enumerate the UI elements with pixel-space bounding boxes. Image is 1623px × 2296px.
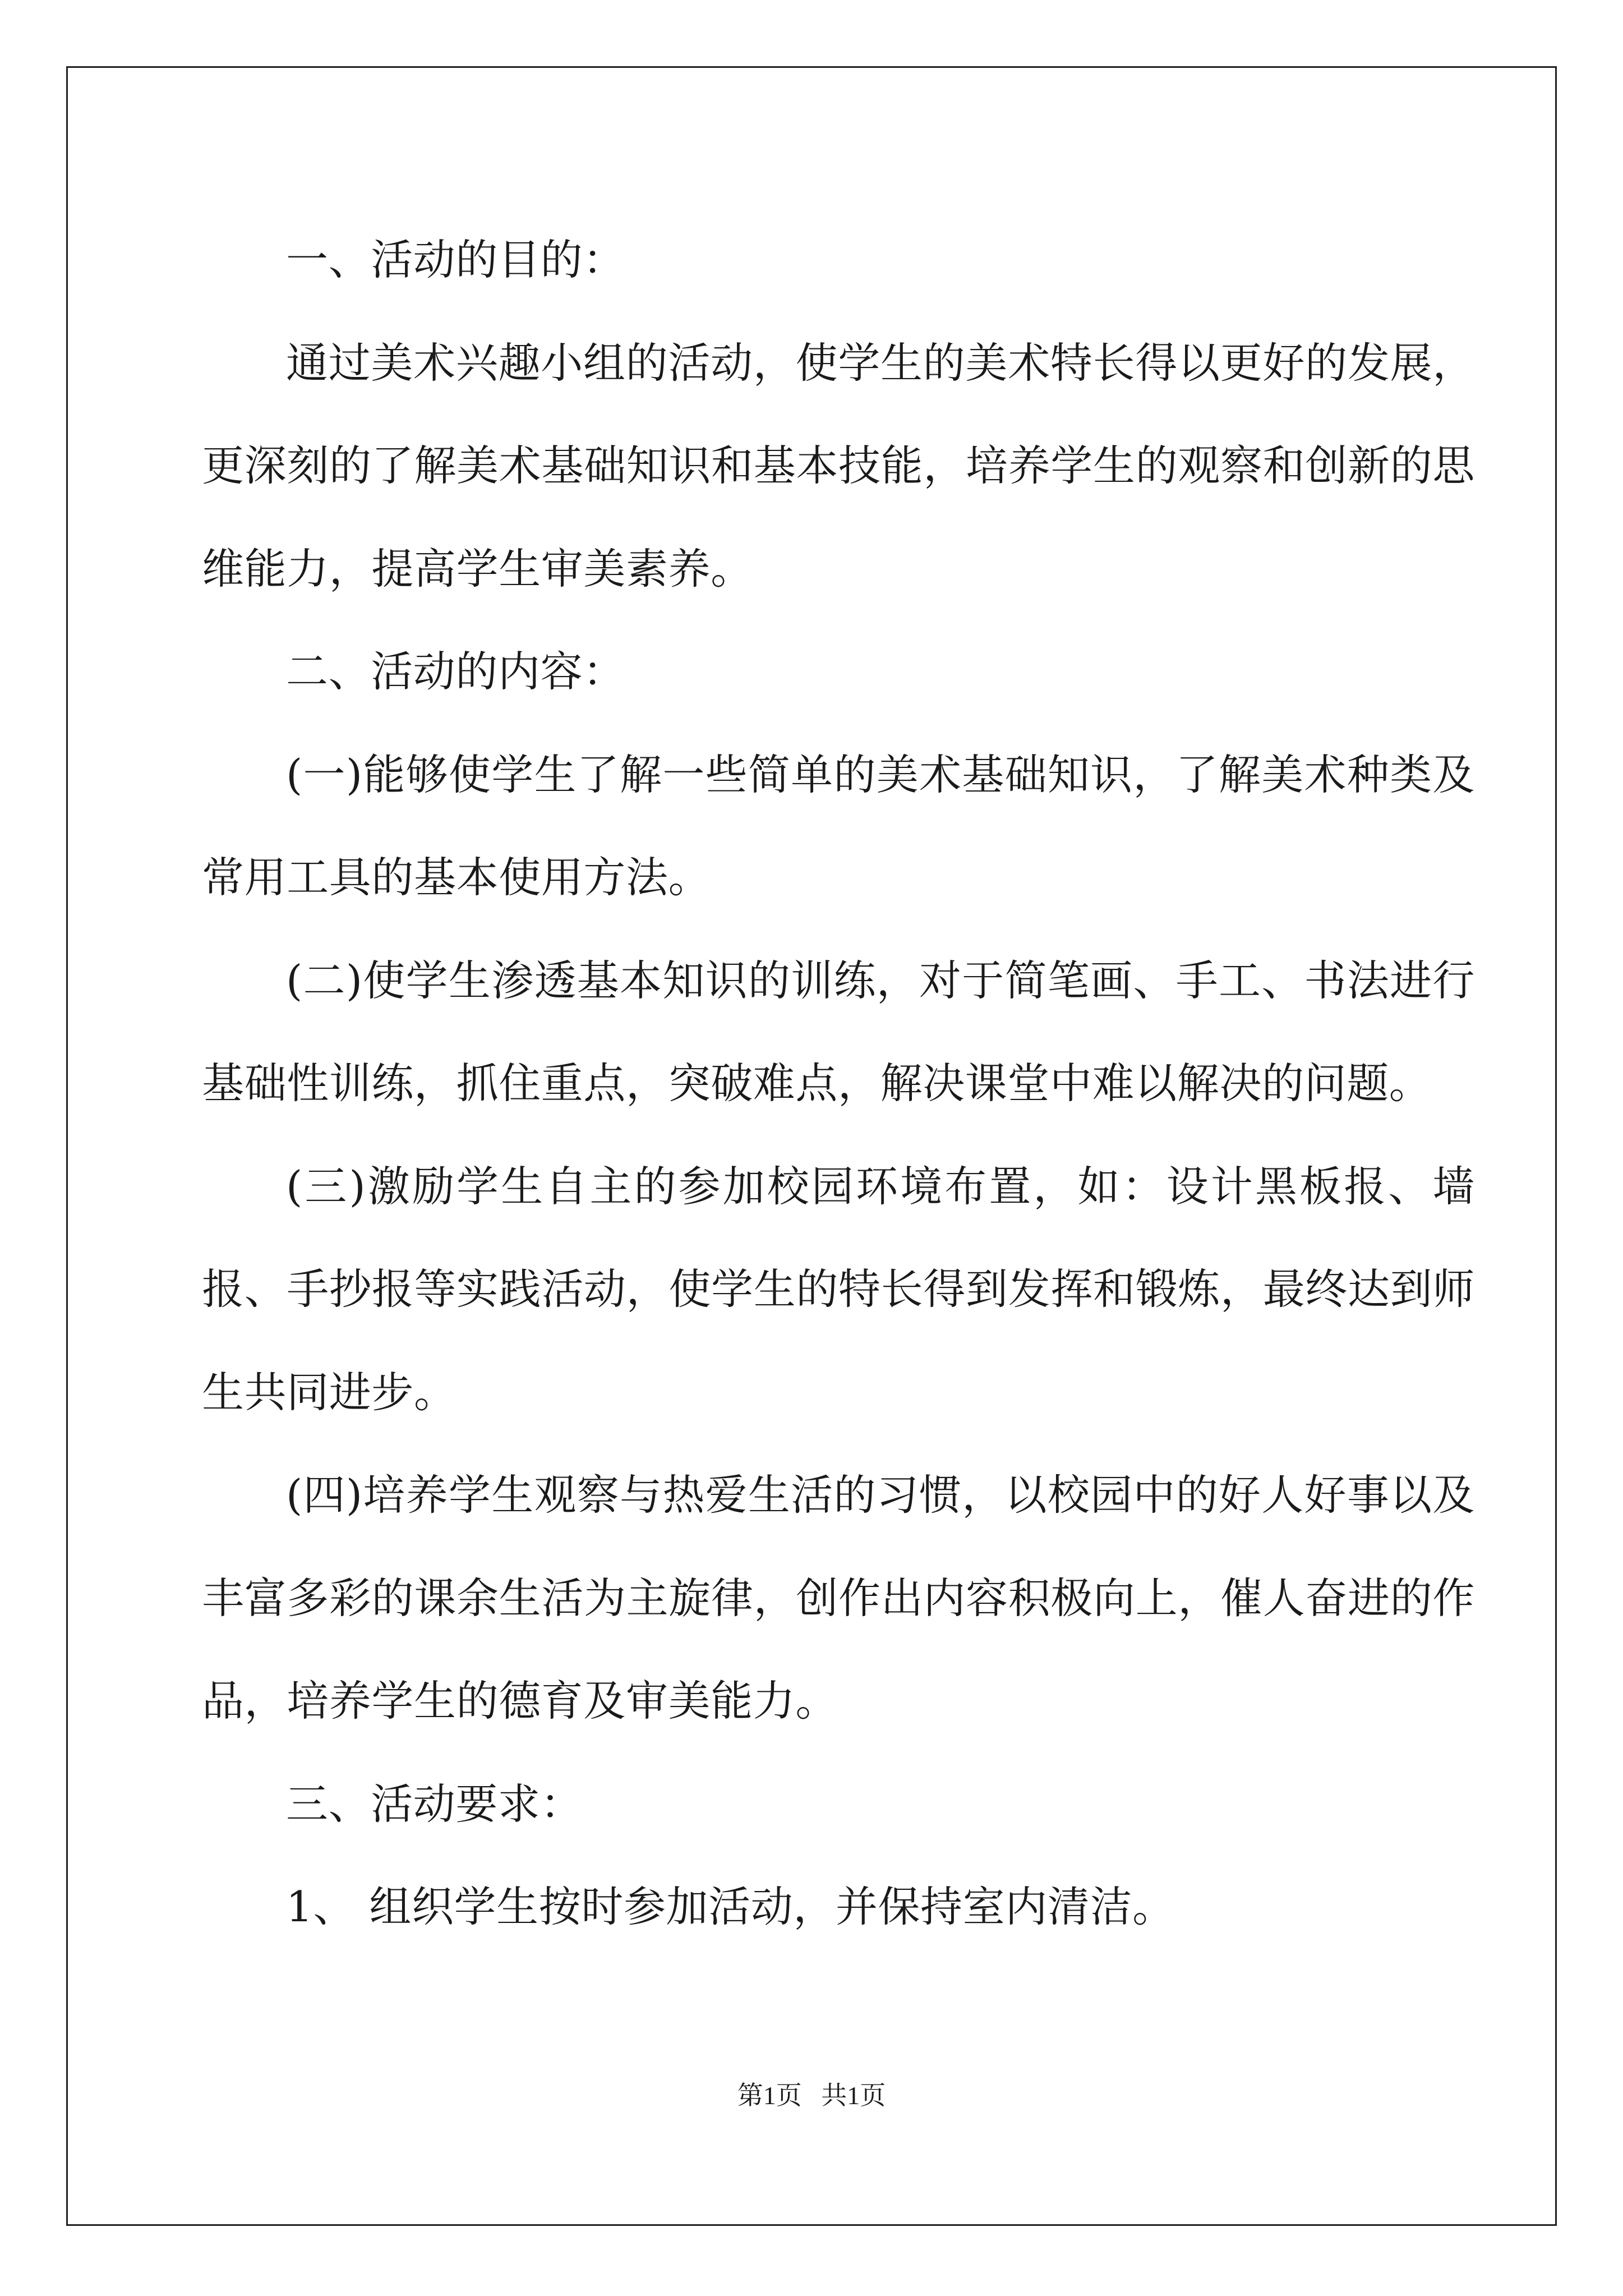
paragraph-purpose: 通过美术兴趣小组的活动，使学生的美术特长得以更好的发展，更深刻的了解美术基础知识和基本技能，培养学生的观察和创新的思维能力，提高学生审美素养。	[202, 338, 1475, 593]
section-heading-requirements: 三、活动要求：	[286, 1779, 583, 1829]
paragraph-content-1: (一)能够使学生了解一些简单的美术基础知识，了解美术种类及常用工具的基本使用方法。	[202, 749, 1475, 902]
page-number-footer: 第1页 共1页	[737, 2081, 886, 2110]
section-heading-purpose: 一、活动的目的：	[286, 235, 625, 284]
paragraph-content-3: (三)激励学生自主的参加校园环境布置，如：设计黑板报、墙报、手抄报等实践活动，使学生的特长得到发挥和锻炼，最终达到师生共同进步。	[202, 1161, 1475, 1417]
section-heading-content: 二、活动的内容：	[286, 647, 625, 696]
paragraph-content-4: (四)培养学生观察与热爱生活的习惯，以校园中的好人好事以及丰富多彩的课余生活为主旋律，创作出内容积极向上，催人奋进的作品，培养学生的德育及审美能力。	[202, 1470, 1475, 1726]
document-body	[202, 209, 1475, 1959]
paragraph-requirement-1: 1、 组织学生按时参加活动，并保持室内清洁。	[286, 1882, 1175, 1931]
paragraph-content-2: (二)使学生渗透基本知识的训练，对于简笔画、手工、书法进行基础性训练，抓住重点，突破难点，解决课堂中难以解决的问题。	[202, 955, 1475, 1108]
